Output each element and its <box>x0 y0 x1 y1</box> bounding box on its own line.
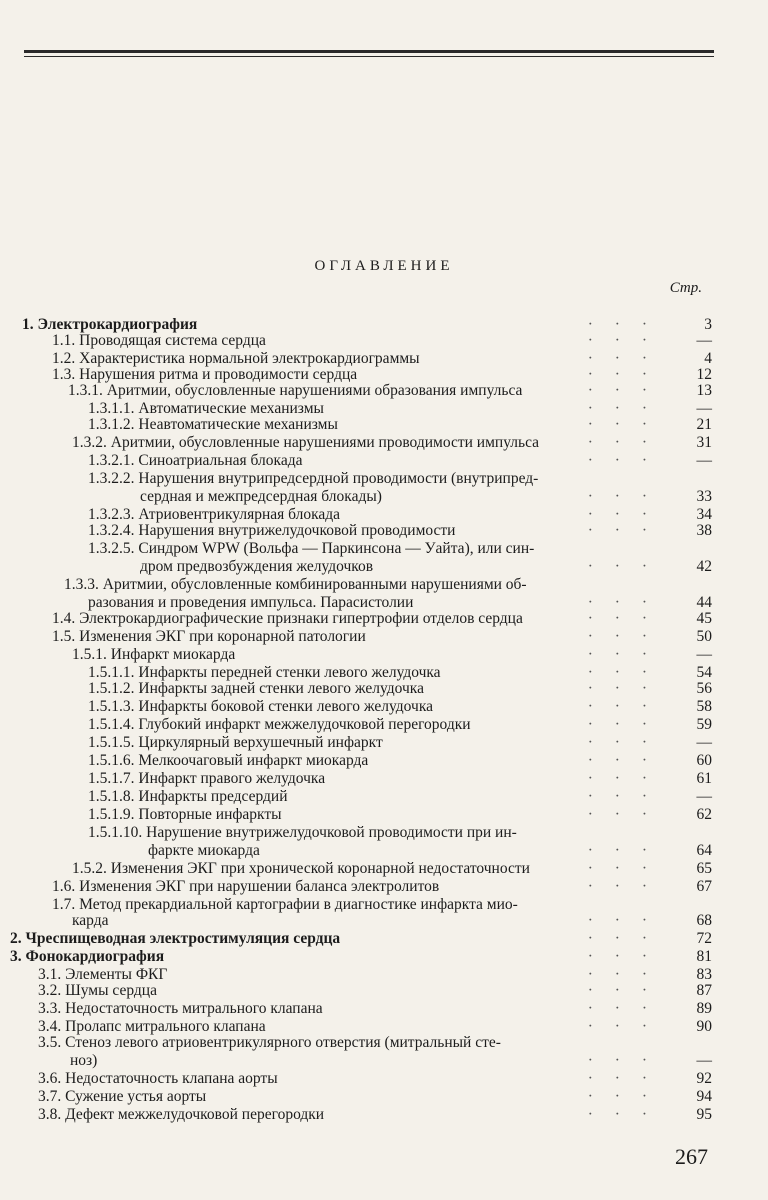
leader-dots: · · · <box>587 506 656 523</box>
leader-dots: · · · <box>587 366 656 383</box>
toc-entry-title: 1.6. Изменения ЭКГ при нарушении баланса электролитов <box>52 878 440 895</box>
toc-entry-page: 95 <box>696 1106 712 1123</box>
toc-entry-title: 1. Электрокардиография <box>22 316 198 333</box>
toc-entry-page: 38 <box>696 522 712 539</box>
leader-dots: · · · <box>587 1070 656 1087</box>
leader-dots: · · · <box>587 912 656 929</box>
toc-entry-title: 1.3.2.1. Синоатриальная блокада <box>88 452 303 469</box>
leader-dots: · · · <box>587 400 656 417</box>
toc-entry-title: 3. Фонокардиография <box>10 948 165 965</box>
leader-dots: · · · <box>587 752 656 769</box>
toc-entry-page: — <box>696 788 712 805</box>
toc-entry-page: 89 <box>696 1000 712 1017</box>
leader-dots: · · · <box>587 350 656 367</box>
leader-dots: · · · <box>587 930 656 947</box>
leader-dots: · · · <box>587 1088 656 1105</box>
toc-entry-title: 1.5.1.2. Инфаркты задней стенки левого желудочка <box>88 680 424 697</box>
leader-dots: · · · <box>587 332 656 349</box>
page-title: ОГЛАВЛЕНИЕ <box>314 258 454 274</box>
header-rule-thick <box>24 50 714 53</box>
leader-dots: · · · <box>587 316 656 333</box>
toc-entry-page: 33 <box>696 488 712 505</box>
toc-entry-page: — <box>696 452 712 469</box>
toc-entry-title: 1.5.1.3. Инфаркты боковой стенки левого желудочка <box>88 698 433 715</box>
toc-entry-page: 12 <box>696 366 712 383</box>
toc-entry-page: 44 <box>696 594 712 611</box>
leader-dots: · · · <box>587 382 656 399</box>
toc-entry-title: 3.3. Недостаточность митрального клапана <box>38 1000 323 1017</box>
toc-entry-page: 13 <box>696 382 712 399</box>
toc-entry-page: — <box>696 332 712 349</box>
toc-entry-page: — <box>696 400 712 417</box>
toc-entry-page: 3 <box>704 316 712 333</box>
toc-entry-title: 1.1. Проводящая система сердца <box>52 332 266 349</box>
toc-entry-title: 1.5.1.5. Циркулярный верхушечный инфаркт <box>88 734 383 751</box>
leader-dots: · · · <box>587 594 656 611</box>
toc-entry-title: 1.3.1.1. Автоматические механизмы <box>88 400 324 417</box>
toc-entry-page: 72 <box>696 930 712 947</box>
toc-entry-title: 1.3.3. Аритмии, обусловленные комбинированными нарушениями об- <box>64 576 527 593</box>
toc-entry-title: 1.3.2.5. Синдром WPW (Вольфа — Паркинсона — Уайта), или син- <box>88 540 535 557</box>
leader-dots: · · · <box>587 628 656 645</box>
toc-entry-title: 1.5.2. Изменения ЭКГ при хронической коронарной недостаточности <box>72 860 530 877</box>
toc-entry-title: 1.5.1.4. Глубокий инфаркт межжелудочковой перегородки <box>88 716 471 733</box>
leader-dots: · · · <box>587 842 656 859</box>
toc-entry-title: 1.3.2.3. Атриовентрикулярная блокада <box>88 506 341 523</box>
toc-entry-title: 1.5.1.8. Инфаркты предсердий <box>88 788 288 805</box>
toc-entry-page: 60 <box>696 752 712 769</box>
toc-entry-page: 58 <box>696 698 712 715</box>
toc-entry-page: 65 <box>696 860 712 877</box>
toc-entry-page: 83 <box>696 966 712 983</box>
toc-entry-page: 42 <box>696 558 712 575</box>
leader-dots: · · · <box>587 488 656 505</box>
leader-dots: · · · <box>587 716 656 733</box>
toc-entry-title: 1.3.2.2. Нарушения внутрипредсердной проводимости (внутрипред- <box>88 470 539 487</box>
page-column-label: Стр. <box>669 280 702 296</box>
leader-dots: · · · <box>587 1106 656 1123</box>
leader-dots: · · · <box>587 1000 656 1017</box>
toc-entry-page: 81 <box>696 948 712 965</box>
toc-entry-title: фаркте миокарда <box>148 842 260 859</box>
toc-entry-title: 1.5.1.9. Повторные инфаркты <box>88 806 282 823</box>
toc-entry-title: 3.2. Шумы сердца <box>38 982 157 999</box>
toc-entry-title: 1.3.1. Аритмии, обусловленные нарушениями образования импульса <box>68 382 523 399</box>
leader-dots: · · · <box>587 522 656 539</box>
toc-entry-title: 1.5.1.10. Нарушение внутрижелудочковой проводимости при ин- <box>88 824 517 841</box>
toc-entry-page: — <box>696 1052 712 1069</box>
leader-dots: · · · <box>587 698 656 715</box>
toc-entry-page: 61 <box>696 770 712 787</box>
toc-entry-title: 1.5.1.6. Мелкоочаговый инфаркт миокарда <box>88 752 369 769</box>
leader-dots: · · · <box>587 452 656 469</box>
toc-entry-page: 62 <box>696 806 712 823</box>
toc-entry-title: 1.3.2. Аритмии, обусловленные нарушениями проводимости импульса <box>72 434 540 451</box>
toc-entry-page: 87 <box>696 982 712 999</box>
leader-dots: · · · <box>587 680 656 697</box>
leader-dots: · · · <box>587 966 656 983</box>
toc-entry-page: 45 <box>696 610 712 627</box>
toc-entry-title: 1.5.1.1. Инфаркты передней стенки левого желудочка <box>88 664 441 681</box>
toc-entry-title: 3.7. Сужение устья аорты <box>38 1088 207 1105</box>
leader-dots: · · · <box>587 646 656 663</box>
toc-entry-page: 59 <box>696 716 712 733</box>
leader-dots: · · · <box>587 982 656 999</box>
toc-entry-page: 94 <box>696 1088 712 1105</box>
toc-entry-title: 2. Чреспищеводная электростимуляция сердца <box>10 930 341 947</box>
toc-entry-page: 54 <box>696 664 712 681</box>
leader-dots: · · · <box>587 1018 656 1035</box>
toc-entry-page: 67 <box>696 878 712 895</box>
toc-entry-page: 64 <box>696 842 712 859</box>
leader-dots: · · · <box>587 948 656 965</box>
toc-entry-page: 4 <box>704 350 712 367</box>
toc-entry-title: разования и проведения импульса. Парасистолии <box>88 594 414 611</box>
toc-entry-title: 1.4. Электрокардиографические признаки гипертрофии отделов сердца <box>52 610 523 627</box>
leader-dots: · · · <box>587 664 656 681</box>
toc-entry-page: 56 <box>696 680 712 697</box>
toc-entry-title: 3.5. Стеноз левого атриовентрикулярного отверстия (митральный сте- <box>38 1034 501 1051</box>
leader-dots: · · · <box>587 610 656 627</box>
toc-entry-title: 1.5. Изменения ЭКГ при коронарной патологии <box>52 628 366 645</box>
header-rule-thin <box>24 56 714 57</box>
toc-entry-page: 90 <box>696 1018 712 1035</box>
toc-entry-page: 92 <box>696 1070 712 1087</box>
toc-entry-page: 21 <box>696 416 712 433</box>
leader-dots: · · · <box>587 770 656 787</box>
toc-entry-title: 3.1. Элементы ФКГ <box>38 966 168 983</box>
leader-dots: · · · <box>587 806 656 823</box>
toc-entry-page: 34 <box>696 506 712 523</box>
toc-entry-title: 1.5.1. Инфаркт миокарда <box>72 646 236 663</box>
toc-entry-title: сердная и межпредсердная блокады) <box>140 488 382 505</box>
toc-entry-title: 3.6. Недостаточность клапана аорты <box>38 1070 278 1087</box>
leader-dots: · · · <box>587 878 656 895</box>
toc-entry-page: 31 <box>696 434 712 451</box>
toc-entry-title: карда <box>72 912 109 929</box>
leader-dots: · · · <box>587 1052 656 1069</box>
leader-dots: · · · <box>587 860 656 877</box>
toc-entry-page: — <box>696 734 712 751</box>
toc-entry-title: 3.8. Дефект межжелудочковой перегородки <box>38 1106 325 1123</box>
leader-dots: · · · <box>587 788 656 805</box>
page-number: 267 <box>675 1144 708 1169</box>
leader-dots: · · · <box>587 734 656 751</box>
toc-entry-page: — <box>696 646 712 663</box>
toc-entry-page: 50 <box>696 628 712 645</box>
toc-entry-title: дром предвозбуждения желудочков <box>140 558 374 575</box>
toc-entry-title: 1.3.2.4. Нарушения внутрижелудочковой проводимости <box>88 522 456 539</box>
toc-entry-title: 1.5.1.7. Инфаркт правого желудочка <box>88 770 326 787</box>
leader-dots: · · · <box>587 434 656 451</box>
leader-dots: · · · <box>587 558 656 575</box>
toc-entry-title: 1.7. Метод прекардиальной картографии в диагностике инфаркта мио- <box>52 896 518 913</box>
leader-dots: · · · <box>587 416 656 433</box>
toc-entry-title: ноз) <box>70 1052 98 1069</box>
toc-entry-title: 1.2. Характеристика нормальной электрокардиограммы <box>52 350 420 367</box>
toc-entry-title: 1.3.1.2. Неавтоматические механизмы <box>88 416 338 433</box>
toc-entry-title: 1.3. Нарушения ритма и проводимости сердца <box>52 366 358 383</box>
toc-entry-title: 3.4. Пролапс митрального клапана <box>38 1018 266 1035</box>
toc-entry-page: 68 <box>696 912 712 929</box>
